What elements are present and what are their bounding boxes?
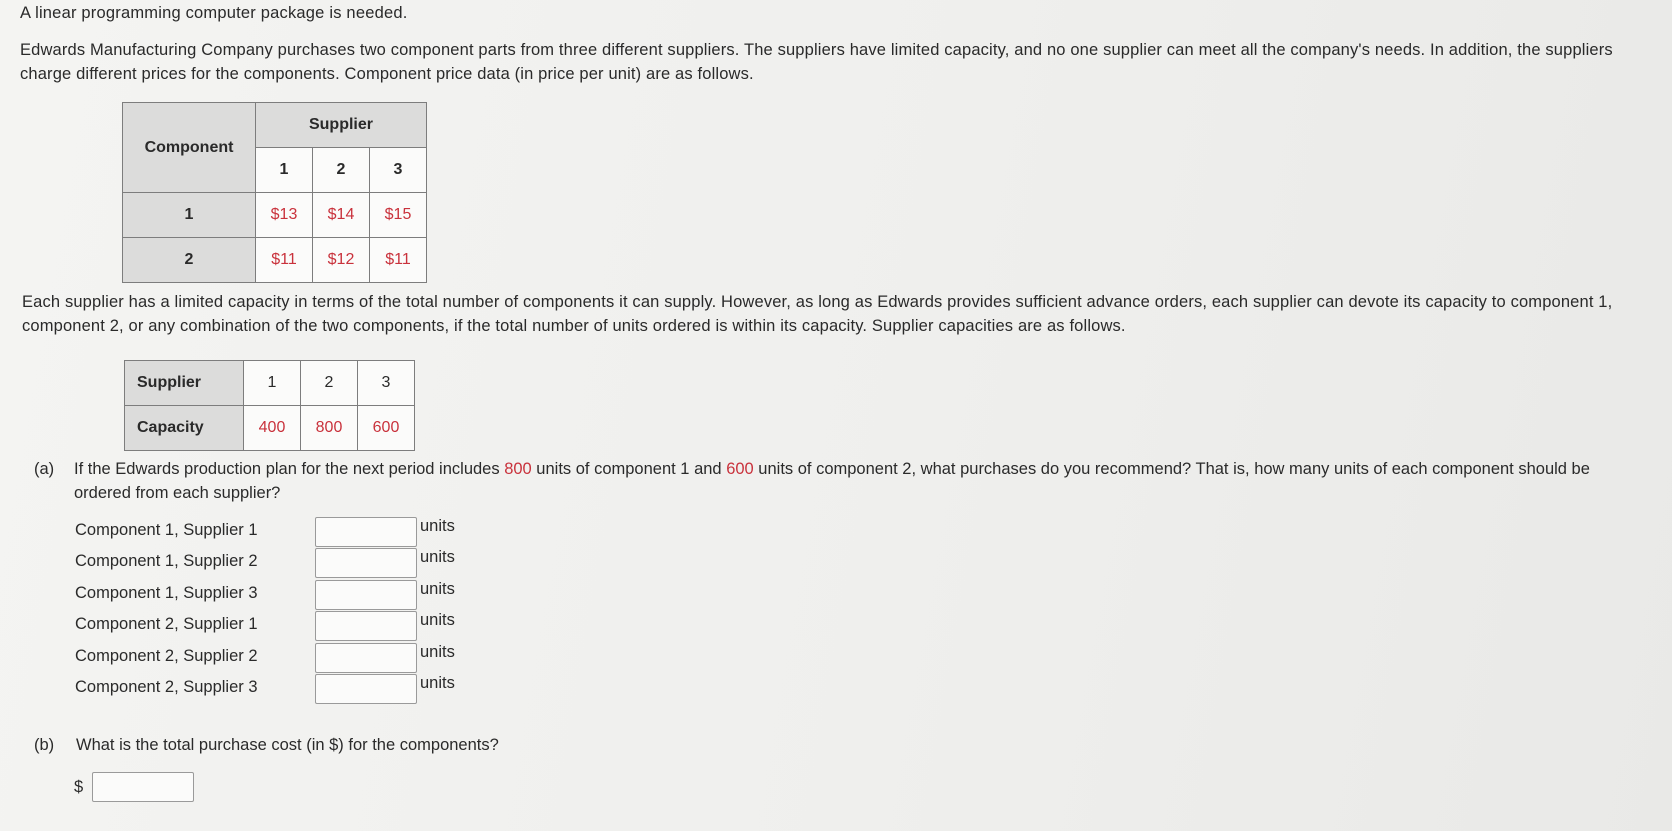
currency-symbol: $ bbox=[74, 778, 84, 796]
answer-label: Component 1, Supplier 2 bbox=[75, 552, 258, 570]
answer-label: Component 1, Supplier 3 bbox=[75, 584, 258, 602]
price-cell: $15 bbox=[370, 193, 427, 238]
price-cell: $11 bbox=[256, 238, 313, 283]
supplier-number: 3 bbox=[358, 361, 415, 406]
question-a-text-part: units of component 1 and bbox=[531, 460, 727, 478]
total-cost-input[interactable] bbox=[92, 772, 194, 802]
answer-label: Component 1, Supplier 1 bbox=[75, 521, 258, 539]
price-cell: $12 bbox=[313, 238, 370, 283]
problem-description: Edwards Manufacturing Company purchases two component parts from three different suppliers. The suppliers have limited capacity, and no one supplier can meet all the company's needs. In addition, the suppliers charge different prices for the components. Component price data (in price per unit) are as follows. bbox=[20, 41, 1613, 83]
supplier-header: Supplier bbox=[256, 103, 427, 148]
unit-label: units bbox=[420, 548, 455, 566]
price-cell: $13 bbox=[256, 193, 313, 238]
intro-text: A linear programming computer package is needed. bbox=[20, 4, 408, 22]
answer-label: Component 2, Supplier 3 bbox=[75, 678, 258, 696]
capacity-cell: 600 bbox=[358, 406, 415, 451]
supplier-number: 2 bbox=[301, 361, 358, 406]
question-b bbox=[34, 736, 499, 755]
answer-input-c1-s2[interactable] bbox=[315, 548, 417, 578]
question-b-text: What is the total purchase cost (in $) for the components? bbox=[76, 736, 499, 754]
capacity-cell: 800 bbox=[301, 406, 358, 451]
supplier-label: Supplier bbox=[125, 361, 244, 406]
table-row bbox=[125, 406, 415, 451]
question-a bbox=[34, 457, 1594, 505]
question-a-tag: (a) bbox=[34, 460, 55, 478]
capacity-table bbox=[124, 360, 415, 451]
table-row bbox=[125, 361, 415, 406]
table-row bbox=[123, 238, 427, 283]
question-b-tag: (b) bbox=[34, 736, 55, 754]
answer-input-c2-s3[interactable] bbox=[315, 674, 417, 704]
answer-input-c1-s1[interactable] bbox=[315, 517, 417, 547]
component-number: 2 bbox=[123, 238, 256, 283]
question-a-text bbox=[74, 457, 1594, 505]
unit-label: units bbox=[420, 674, 455, 692]
price-cell: $11 bbox=[370, 238, 427, 283]
supplier-number: 2 bbox=[313, 148, 370, 193]
component-number: 1 bbox=[123, 193, 256, 238]
supplier-number: 3 bbox=[370, 148, 427, 193]
answer-input-c2-s1[interactable] bbox=[315, 611, 417, 641]
price-table bbox=[122, 102, 427, 283]
capacity-description: Each supplier has a limited capacity in terms of the total number of components it can supply. However, as long as Edwards provides sufficient advance orders, each supplier can devote its capacity to component 1, component 2, or any combination of the two components, if the total number of units ordered is within its capacity. Supplier capacities are as follows. bbox=[22, 293, 1613, 335]
price-cell: $14 bbox=[313, 193, 370, 238]
question-a-text-part: If the Edwards production plan for the next period includes bbox=[74, 460, 505, 478]
capacity-cell: 400 bbox=[244, 406, 301, 451]
answer-input-c1-s3[interactable] bbox=[315, 580, 417, 610]
unit-label: units bbox=[420, 611, 455, 629]
capacity-label: Capacity bbox=[125, 406, 244, 451]
component-header: Component bbox=[123, 103, 256, 193]
question-a-text-part: units of component 2, what purchases do you recommend? That is, how many units of each component should be ordered from each supplier? bbox=[74, 460, 1590, 502]
answer-input-c2-s2[interactable] bbox=[315, 643, 417, 673]
units-component-2: 600 bbox=[726, 460, 754, 478]
units-component-1: 800 bbox=[504, 460, 532, 478]
unit-label: units bbox=[420, 643, 455, 661]
supplier-number: 1 bbox=[256, 148, 313, 193]
supplier-number: 1 bbox=[244, 361, 301, 406]
table-row bbox=[123, 193, 427, 238]
unit-label: units bbox=[420, 517, 455, 535]
answer-label: Component 2, Supplier 2 bbox=[75, 647, 258, 665]
answer-label: Component 2, Supplier 1 bbox=[75, 615, 258, 633]
unit-label: units bbox=[420, 580, 455, 598]
